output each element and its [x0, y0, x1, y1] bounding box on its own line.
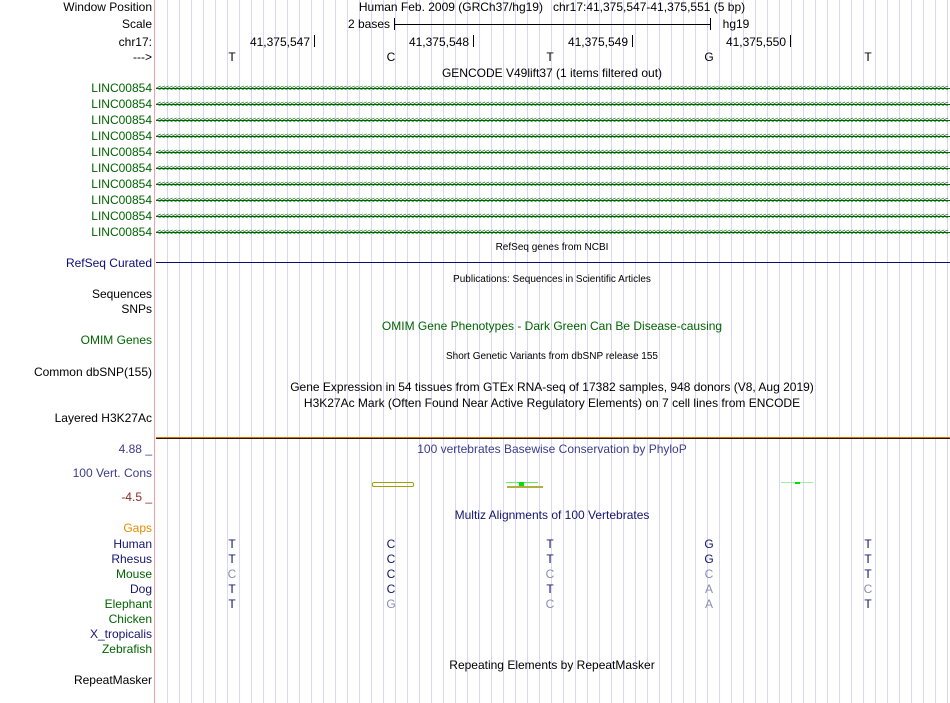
- alignment-base: C: [386, 582, 396, 596]
- chrom-label: chr17:: [118, 35, 152, 49]
- alignment-base: T: [546, 537, 554, 551]
- gencode-item-label[interactable]: LINC00854: [91, 193, 152, 207]
- alignment-base: C: [386, 567, 396, 581]
- coordinate-label: 41,375,549: [567, 35, 628, 49]
- alignment-base: T: [864, 552, 872, 566]
- reference-base: G: [704, 50, 714, 64]
- common-dbsnp-label[interactable]: Common dbSNP(155): [33, 365, 152, 379]
- strand-arrows-icon: <<<<<<<<<<<<<<<<<<<<<<<<<<<<<<<<<<<<<<<<<<<<<<<<<<<<<<<<<<<<<<<<<<<<<<<<<<<<<<<<<<<<<<<<<<<<<<<<<<<<<<<<<<<<<<<<<<<<<<<<<<<<<<<<<<<<<<<<<<<<<<<<<<<<<<<<<<<<<<<<<<<<<<<<<<<<<<<<<<<<<<<<<<<<<<<<<<<<<<<<: [156, 100, 948, 109]
- alignment-base: C: [704, 567, 714, 581]
- species-label[interactable]: Human: [113, 537, 152, 551]
- species-label[interactable]: Zebrafish: [101, 642, 152, 656]
- gencode-item-label[interactable]: LINC00854: [91, 129, 152, 143]
- gencode-item-label[interactable]: LINC00854: [91, 145, 152, 159]
- alignment-base: C: [386, 552, 396, 566]
- scale-db: hg19: [722, 17, 750, 31]
- alignment-base: T: [228, 552, 236, 566]
- coordinate-label: 41,375,550: [725, 35, 786, 49]
- species-label[interactable]: Dog: [129, 582, 152, 596]
- alignment-base: T: [546, 582, 554, 596]
- gencode-item-label[interactable]: LINC00854: [91, 81, 152, 95]
- alignment-base: C: [227, 567, 237, 581]
- refseq-title: RefSeq genes from NCBI: [495, 242, 609, 253]
- reference-base: T: [546, 50, 554, 64]
- layered-h3k27ac-label[interactable]: Layered H3K27Ac: [54, 411, 152, 425]
- phylop-max-label: 4.88 _: [118, 442, 152, 456]
- gencode-item-label[interactable]: LINC00854: [91, 225, 152, 239]
- dbsnp-title: Short Genetic Variants from dbSNP release 155: [446, 351, 658, 362]
- alignment-base: C: [545, 597, 555, 611]
- h3k27ac-baseline: [156, 438, 950, 439]
- snps-label[interactable]: SNPs: [121, 302, 152, 316]
- coordinate-label: 41,375,548: [408, 35, 469, 49]
- alignment-base: C: [863, 582, 873, 596]
- strand-arrows-icon: <<<<<<<<<<<<<<<<<<<<<<<<<<<<<<<<<<<<<<<<<<<<<<<<<<<<<<<<<<<<<<<<<<<<<<<<<<<<<<<<<<<<<<<<<<<<<<<<<<<<<<<<<<<<<<<<<<<<<<<<<<<<<<<<<<<<<<<<<<<<<<<<<<<<<<<<<<<<<<<<<<<<<<<<<<<<<<<<<<<<<<<<<<<<<<<<<<<<<<<<: [156, 228, 948, 237]
- gaps-label: Gaps: [123, 521, 152, 535]
- strand-arrows-icon: <<<<<<<<<<<<<<<<<<<<<<<<<<<<<<<<<<<<<<<<<<<<<<<<<<<<<<<<<<<<<<<<<<<<<<<<<<<<<<<<<<<<<<<<<<<<<<<<<<<<<<<<<<<<<<<<<<<<<<<<<<<<<<<<<<<<<<<<<<<<<<<<<<<<<<<<<<<<<<<<<<<<<<<<<<<<<<<<<<<<<<<<<<<<<<<<<<<<<<<<: [156, 148, 948, 157]
- strand-label: --->: [133, 50, 152, 64]
- gencode-item-label[interactable]: LINC00854: [91, 97, 152, 111]
- scale-label: Scale: [121, 17, 152, 31]
- scale-text: 2 bases: [347, 17, 391, 31]
- publications-title: Publications: Sequences in Scientific Articles: [453, 274, 651, 285]
- alignment-base: A: [704, 597, 713, 611]
- alignment-base: C: [545, 567, 555, 581]
- alignment-base: G: [704, 552, 714, 566]
- phylop-mark-2-neg: [507, 486, 543, 488]
- phylop-min-label: -4.5 _: [121, 490, 152, 504]
- species-label[interactable]: Elephant: [104, 597, 152, 611]
- omim-genes-label[interactable]: OMIM Genes: [80, 333, 152, 347]
- scale-bar: [394, 24, 711, 25]
- strand-arrows-icon: <<<<<<<<<<<<<<<<<<<<<<<<<<<<<<<<<<<<<<<<<<<<<<<<<<<<<<<<<<<<<<<<<<<<<<<<<<<<<<<<<<<<<<<<<<<<<<<<<<<<<<<<<<<<<<<<<<<<<<<<<<<<<<<<<<<<<<<<<<<<<<<<<<<<<<<<<<<<<<<<<<<<<<<<<<<<<<<<<<<<<<<<<<<<<<<<<<<<<<<<: [156, 84, 948, 93]
- reference-base: T: [864, 50, 872, 64]
- species-label[interactable]: Chicken: [108, 612, 152, 626]
- gencode-item-label[interactable]: LINC00854: [91, 161, 152, 175]
- alignment-base: T: [228, 597, 236, 611]
- phylop-mark-1: [372, 482, 414, 487]
- omim-title: OMIM Gene Phenotypes - Dark Green Can Be Disease-causing: [381, 319, 723, 333]
- alignment-base: G: [386, 597, 396, 611]
- phylop-mark-3-peak: [795, 482, 800, 484]
- alignment-base: T: [228, 537, 236, 551]
- strand-arrows-icon: <<<<<<<<<<<<<<<<<<<<<<<<<<<<<<<<<<<<<<<<<<<<<<<<<<<<<<<<<<<<<<<<<<<<<<<<<<<<<<<<<<<<<<<<<<<<<<<<<<<<<<<<<<<<<<<<<<<<<<<<<<<<<<<<<<<<<<<<<<<<<<<<<<<<<<<<<<<<<<<<<<<<<<<<<<<<<<<<<<<<<<<<<<<<<<<<<<<<<<<<: [156, 196, 948, 205]
- gtex-title: Gene Expression in 54 tissues from GTEx RNA-seq of 17382 samples, 948 donors (V8, Aug 2019): [290, 380, 814, 394]
- gencode-item-label[interactable]: LINC00854: [91, 177, 152, 191]
- alignment-base: T: [864, 567, 872, 581]
- species-label[interactable]: Mouse: [115, 567, 152, 581]
- strand-arrows-icon: <<<<<<<<<<<<<<<<<<<<<<<<<<<<<<<<<<<<<<<<<<<<<<<<<<<<<<<<<<<<<<<<<<<<<<<<<<<<<<<<<<<<<<<<<<<<<<<<<<<<<<<<<<<<<<<<<<<<<<<<<<<<<<<<<<<<<<<<<<<<<<<<<<<<<<<<<<<<<<<<<<<<<<<<<<<<<<<<<<<<<<<<<<<<<<<<<<<<<<<<: [156, 164, 948, 173]
- alignment-base: T: [864, 597, 872, 611]
- alignment-base: C: [386, 537, 396, 551]
- phylop-label[interactable]: 100 Vert. Cons: [72, 466, 152, 480]
- coordinate-label: 41,375,547: [249, 35, 310, 49]
- phylop-title: 100 vertebrates Basewise Conservation by PhyloP: [417, 442, 687, 456]
- strand-arrows-icon: <<<<<<<<<<<<<<<<<<<<<<<<<<<<<<<<<<<<<<<<<<<<<<<<<<<<<<<<<<<<<<<<<<<<<<<<<<<<<<<<<<<<<<<<<<<<<<<<<<<<<<<<<<<<<<<<<<<<<<<<<<<<<<<<<<<<<<<<<<<<<<<<<<<<<<<<<<<<<<<<<<<<<<<<<<<<<<<<<<<<<<<<<<<<<<<<<<<<<<<<: [156, 180, 948, 189]
- coordinate-tick: [473, 35, 474, 47]
- gencode-title: GENCODE V49lift37 (1 items filtered out): [441, 66, 663, 80]
- refseq-feature-line[interactable]: [156, 262, 950, 263]
- alignment-base: T: [864, 537, 872, 551]
- reference-base: T: [228, 50, 236, 64]
- alignment-base: T: [546, 552, 554, 566]
- scale-tick-right: [710, 18, 711, 30]
- coordinate-tick: [790, 35, 791, 47]
- repeatmasker-title: Repeating Elements by RepeatMasker: [449, 658, 655, 672]
- alignment-base: G: [704, 537, 714, 551]
- reference-base: C: [386, 50, 396, 64]
- gencode-item-label[interactable]: LINC00854: [91, 209, 152, 223]
- coordinate-tick: [314, 35, 315, 47]
- multiz-title: Multiz Alignments of 100 Vertebrates: [454, 508, 650, 522]
- label-divider: [154, 0, 155, 703]
- sequences-label[interactable]: Sequences: [91, 287, 152, 301]
- refseq-curated-label[interactable]: RefSeq Curated: [65, 256, 152, 270]
- gencode-item-label[interactable]: LINC00854: [91, 113, 152, 127]
- strand-arrows-icon: <<<<<<<<<<<<<<<<<<<<<<<<<<<<<<<<<<<<<<<<<<<<<<<<<<<<<<<<<<<<<<<<<<<<<<<<<<<<<<<<<<<<<<<<<<<<<<<<<<<<<<<<<<<<<<<<<<<<<<<<<<<<<<<<<<<<<<<<<<<<<<<<<<<<<<<<<<<<<<<<<<<<<<<<<<<<<<<<<<<<<<<<<<<<<<<<<<<<<<<<: [156, 116, 948, 125]
- coordinate-tick: [632, 35, 633, 47]
- species-label[interactable]: X_tropicalis: [89, 627, 152, 641]
- strand-arrows-icon: <<<<<<<<<<<<<<<<<<<<<<<<<<<<<<<<<<<<<<<<<<<<<<<<<<<<<<<<<<<<<<<<<<<<<<<<<<<<<<<<<<<<<<<<<<<<<<<<<<<<<<<<<<<<<<<<<<<<<<<<<<<<<<<<<<<<<<<<<<<<<<<<<<<<<<<<<<<<<<<<<<<<<<<<<<<<<<<<<<<<<<<<<<<<<<<<<<<<<<<<: [156, 132, 948, 141]
- strand-arrows-icon: <<<<<<<<<<<<<<<<<<<<<<<<<<<<<<<<<<<<<<<<<<<<<<<<<<<<<<<<<<<<<<<<<<<<<<<<<<<<<<<<<<<<<<<<<<<<<<<<<<<<<<<<<<<<<<<<<<<<<<<<<<<<<<<<<<<<<<<<<<<<<<<<<<<<<<<<<<<<<<<<<<<<<<<<<<<<<<<<<<<<<<<<<<<<<<<<<<<<<<<<: [156, 212, 948, 221]
- h3k27ac-title: H3K27Ac Mark (Often Found Near Active Regulatory Elements) on 7 cell lines from ENCODE: [303, 396, 801, 410]
- repeatmasker-label[interactable]: RepeatMasker: [73, 673, 152, 687]
- window-position-label: Window Position: [63, 0, 152, 14]
- assembly-position: Human Feb. 2009 (GRCh37/hg19) chr17:41,375,547-41,375,551 (5 bp): [358, 0, 746, 14]
- alignment-base: T: [228, 582, 236, 596]
- scale-tick-left: [394, 18, 395, 30]
- alignment-base: A: [704, 582, 713, 596]
- species-label[interactable]: Rhesus: [111, 552, 152, 566]
